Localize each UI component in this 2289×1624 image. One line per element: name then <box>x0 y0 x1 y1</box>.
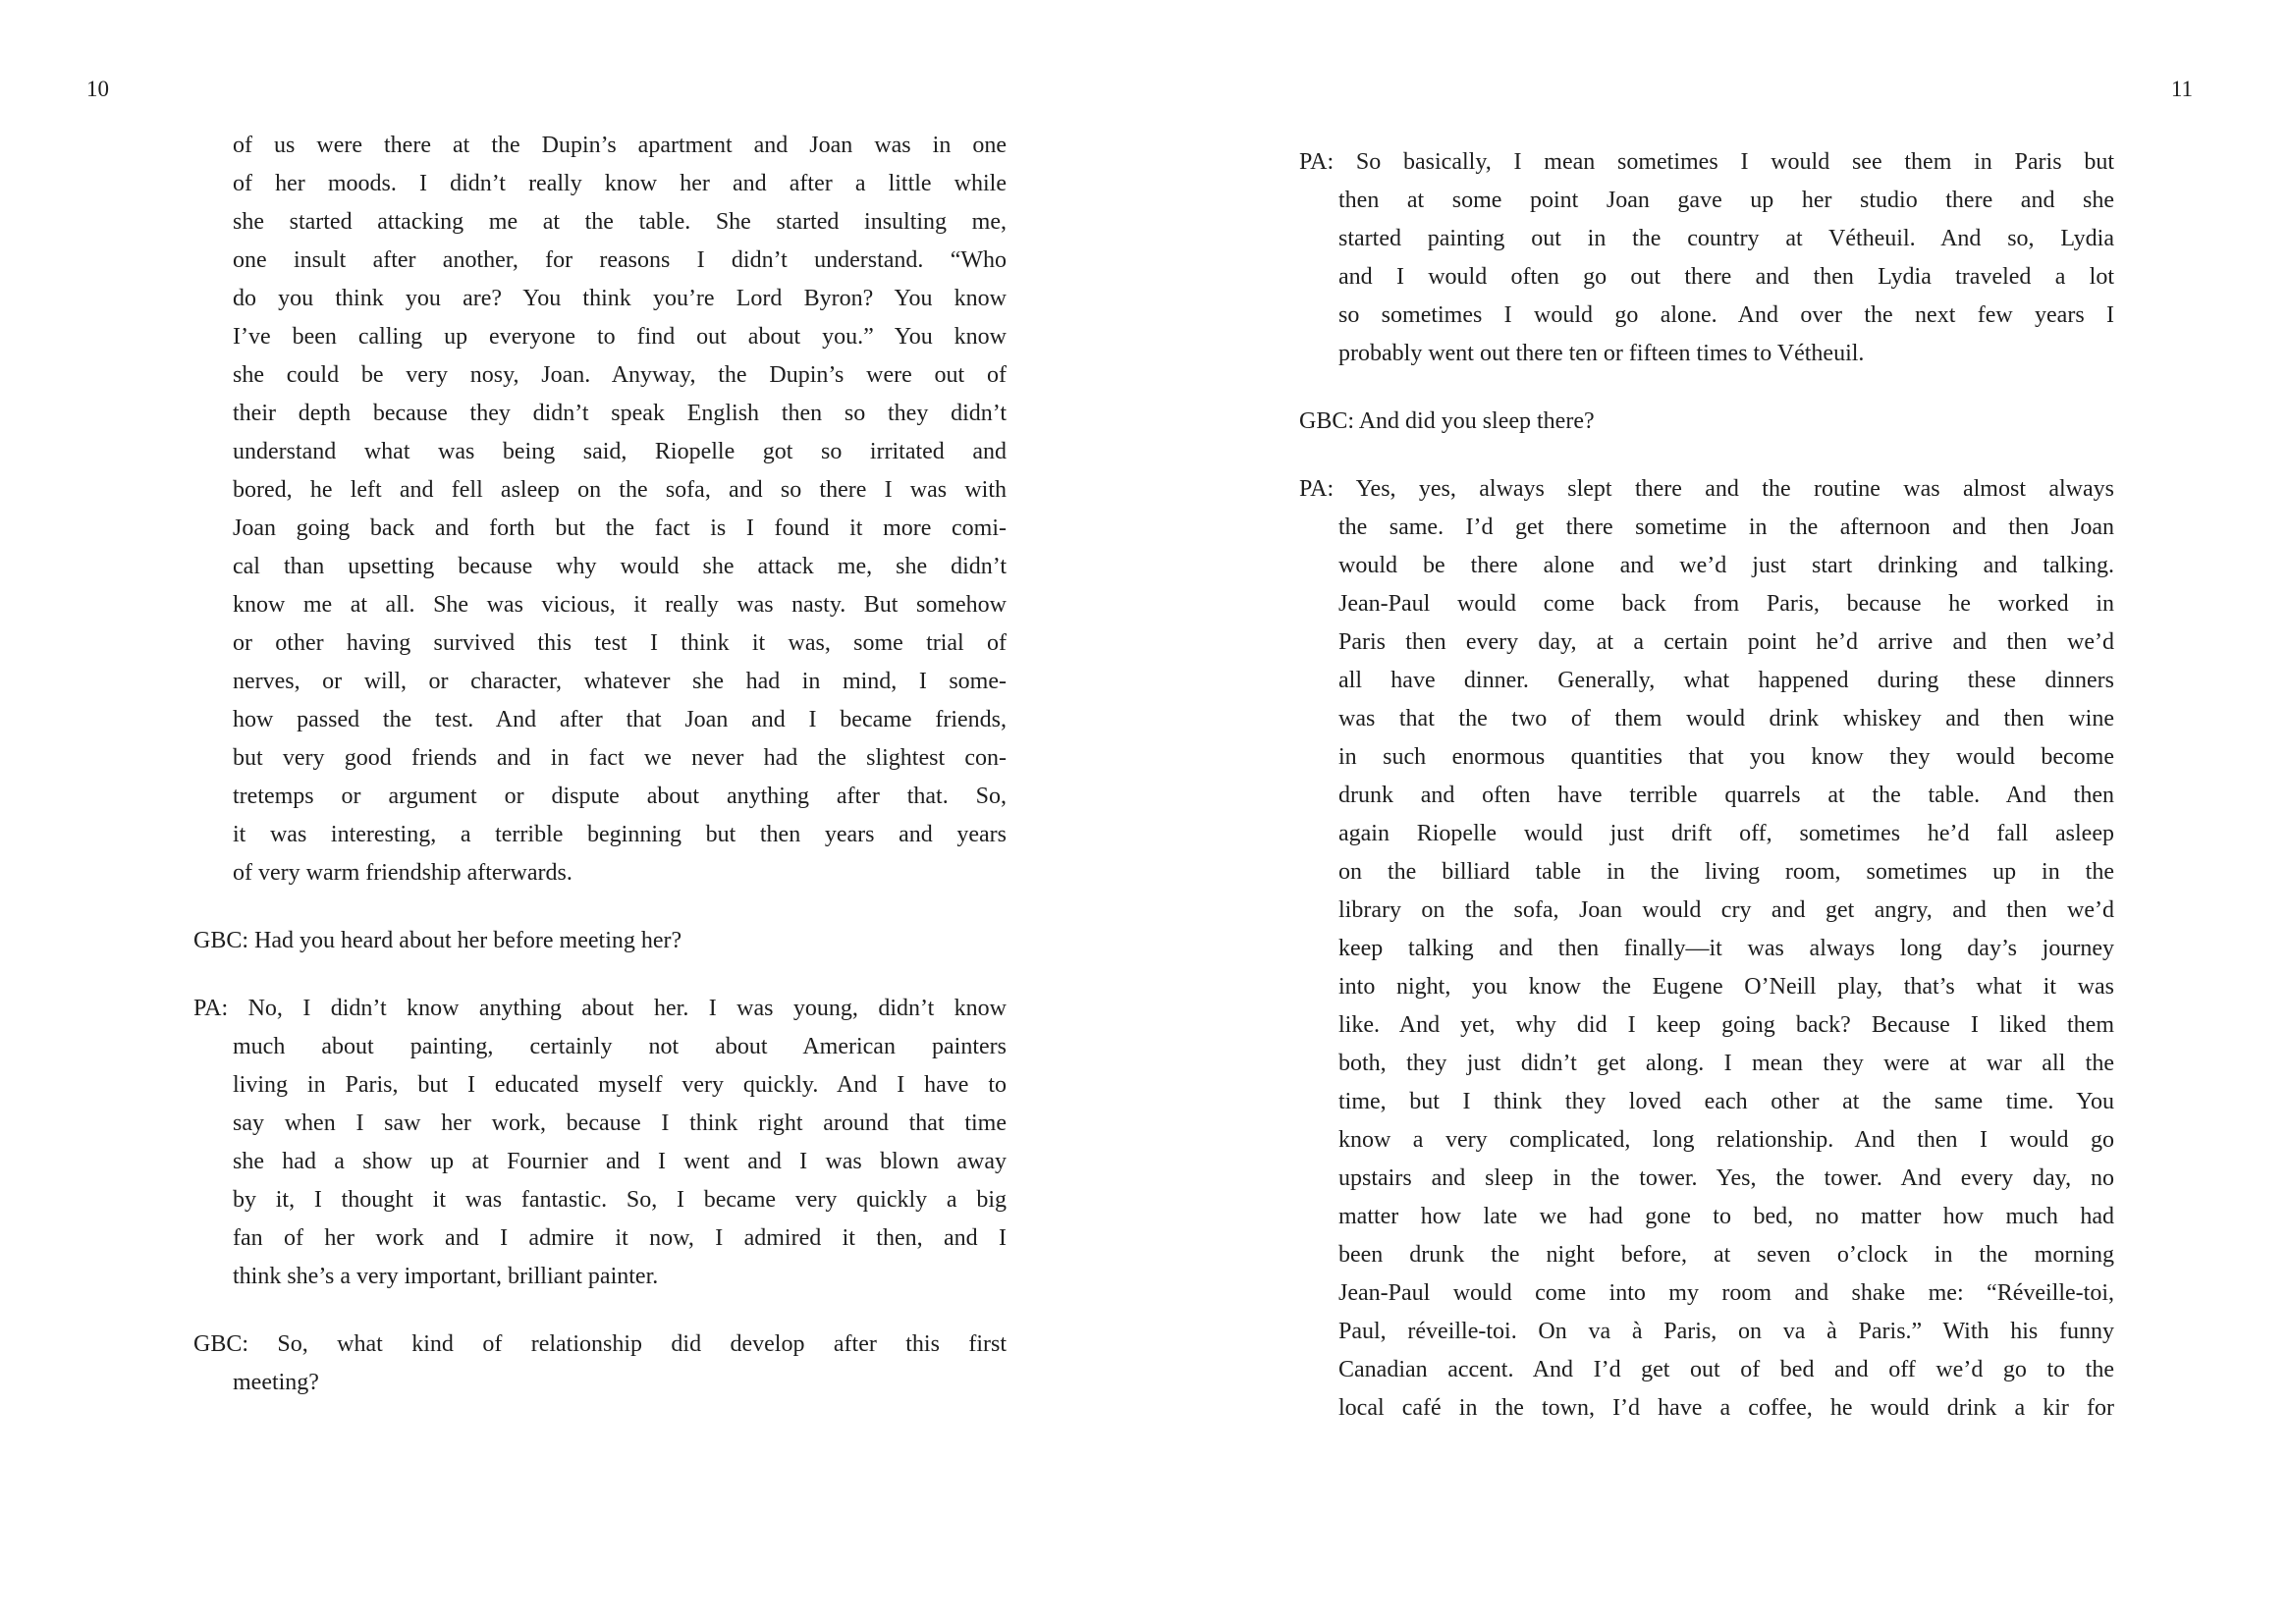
text-line: bored, he left and fell asleep on the sofa, and so there I was with <box>233 477 1007 503</box>
text-line: but very good friends and in fact we never had the slightest con- <box>233 745 1007 771</box>
text-line: GBC: So, what kind of relationship did develop after this first <box>193 1331 1007 1357</box>
paragraph-pa-answer <box>1299 470 2114 1428</box>
text-line: know a very complicated, long relationship. And then I would go <box>1338 1127 2114 1153</box>
text-line: in such enormous quantities that you know they would become <box>1338 744 2114 770</box>
page-11-text-column <box>1299 143 2114 1428</box>
text-line: Jean-Paul would come back from Paris, because he worked in <box>1338 591 2114 617</box>
paragraph-pa-answer <box>193 990 1007 1296</box>
text-line: of her moods. I didn’t really know her and after a little while <box>233 171 1007 196</box>
text-line: probably went out there ten or fifteen times to Vétheuil. <box>1338 341 1865 366</box>
text-line: both, they just didn’t get along. I mean they were at war all the <box>1338 1051 2114 1076</box>
paragraph-gbc-question <box>193 922 1007 960</box>
text-line: into night, you know the Eugene O’Neill play, that’s what it was <box>1338 974 2114 1000</box>
text-line: matter how late we had gone to bed, no matter how much had <box>1338 1204 2114 1229</box>
text-line: the same. I’d get there sometime in the afternoon and then Joan <box>1338 514 2114 540</box>
text-line: it was interesting, a terrible beginning but then years and years <box>233 822 1007 847</box>
text-line: she had a show up at Fournier and I went and I was blown away <box>233 1149 1007 1174</box>
text-line: again Riopelle would just drift off, sometimes he’d fall asleep <box>1338 821 2114 846</box>
page-10-text-column <box>193 127 1007 1402</box>
text-line: GBC: Had you heard about her before meeting her? <box>193 928 682 953</box>
text-line: and I would often go out there and then Lydia traveled a lot <box>1338 264 2114 290</box>
page-number-left: 10 <box>86 77 109 101</box>
text-line: like. And yet, why did I keep going back? Because I liked them <box>1338 1012 2114 1038</box>
text-line: GBC: And did you sleep there? <box>1299 408 1595 434</box>
text-line: time, but I think they loved each other at the same time. You <box>1338 1089 2114 1114</box>
text-line: local café in the town, I’d have a coffee, he would drink a kir for <box>1338 1395 2114 1421</box>
text-line: understand what was being said, Riopelle got so irritated and <box>233 439 1007 464</box>
text-line: or other having survived this test I think it was, some trial of <box>233 630 1007 656</box>
text-line: know me at all. She was vicious, it really was nasty. But somehow <box>233 592 1007 618</box>
text-line: keep talking and then finally—it was always long day’s journey <box>1338 936 2114 961</box>
text-line: their depth because they didn’t speak English then so they didn’t <box>233 401 1007 426</box>
text-line: so sometimes I would go alone. And over the next few years I <box>1338 302 2114 328</box>
paragraph-pa-answer <box>1299 143 2114 373</box>
text-line: on the billiard table in the living room, sometimes up in the <box>1338 859 2114 885</box>
text-line: one insult after another, for reasons I didn’t understand. “Who <box>233 247 1007 273</box>
page-number-right: 11 <box>2170 77 2193 101</box>
text-line: then at some point Joan gave up her studio there and she <box>1338 188 2114 213</box>
text-line: she started attacking me at the table. She started insulting me, <box>233 209 1007 235</box>
text-line: I’ve been calling up everyone to find out about you.” You know <box>233 324 1007 350</box>
text-line: living in Paris, but I educated myself very quickly. And I have to <box>233 1072 1007 1098</box>
text-line: all have dinner. Generally, what happened during these dinners <box>1338 668 2114 693</box>
paragraph-gbc-question <box>193 1326 1007 1402</box>
text-line: meeting? <box>233 1370 319 1395</box>
text-line: started painting out in the country at Vétheuil. And so, Lydia <box>1338 226 2114 251</box>
text-line: tretemps or argument or dispute about anything after that. So, <box>233 784 1007 809</box>
paragraph-continuation <box>193 127 1007 893</box>
text-line: drunk and often have terrible quarrels at the table. And then <box>1338 783 2114 808</box>
text-line: much about painting, certainly not about American painters <box>233 1034 1007 1059</box>
text-line: nerves, or will, or character, whatever she had in mind, I some- <box>233 669 1007 694</box>
text-line: by it, I thought it was fantastic. So, I became very quickly a big <box>233 1187 1007 1213</box>
text-line: Canadian accent. And I’d get out of bed and off we’d go to the <box>1338 1357 2114 1382</box>
text-line: say when I saw her work, because I think right around that time <box>233 1110 1007 1136</box>
text-line: Paris then every day, at a certain point he’d arrive and then we’d <box>1338 629 2114 655</box>
paragraph-gbc-question <box>1299 403 2114 441</box>
text-line: of very warm friendship afterwards. <box>233 860 572 886</box>
text-line: think she’s a very important, brilliant painter. <box>233 1264 659 1289</box>
text-line: upstairs and sleep in the tower. Yes, the tower. And every day, no <box>1338 1165 2114 1191</box>
text-line: PA: So basically, I mean sometimes I would see them in Paris but <box>1299 149 2114 175</box>
text-line: Paul, réveille-toi. On va à Paris, on va à Paris.” With his funny <box>1338 1319 2114 1344</box>
text-line: she could be very nosy, Joan. Anyway, the Dupin’s were out of <box>233 362 1007 388</box>
text-line: Jean-Paul would come into my room and shake me: “Réveille-toi, <box>1338 1280 2114 1306</box>
text-line: PA: Yes, yes, always slept there and the routine was almost always <box>1299 476 2114 502</box>
text-line: was that the two of them would drink whiskey and then wine <box>1338 706 2114 731</box>
text-line: Joan going back and forth but the fact is I found it more comi- <box>233 515 1007 541</box>
text-line: fan of her work and I admire it now, I admired it then, and I <box>233 1225 1007 1251</box>
text-line: how passed the test. And after that Joan and I became friends, <box>233 707 1007 732</box>
text-line: cal than upsetting because why would she attack me, she didn’t <box>233 554 1007 579</box>
text-line: PA: No, I didn’t know anything about her. I was young, didn’t know <box>193 996 1007 1021</box>
text-line: library on the sofa, Joan would cry and get angry, and then we’d <box>1338 897 2114 923</box>
text-line: been drunk the night before, at seven o’clock in the morning <box>1338 1242 2114 1268</box>
text-line: would be there alone and we’d just start drinking and talking. <box>1338 553 2114 578</box>
text-line: of us were there at the Dupin’s apartment and Joan was in one <box>233 133 1007 158</box>
text-line: do you think you are? You think you’re Lord Byron? You know <box>233 286 1007 311</box>
